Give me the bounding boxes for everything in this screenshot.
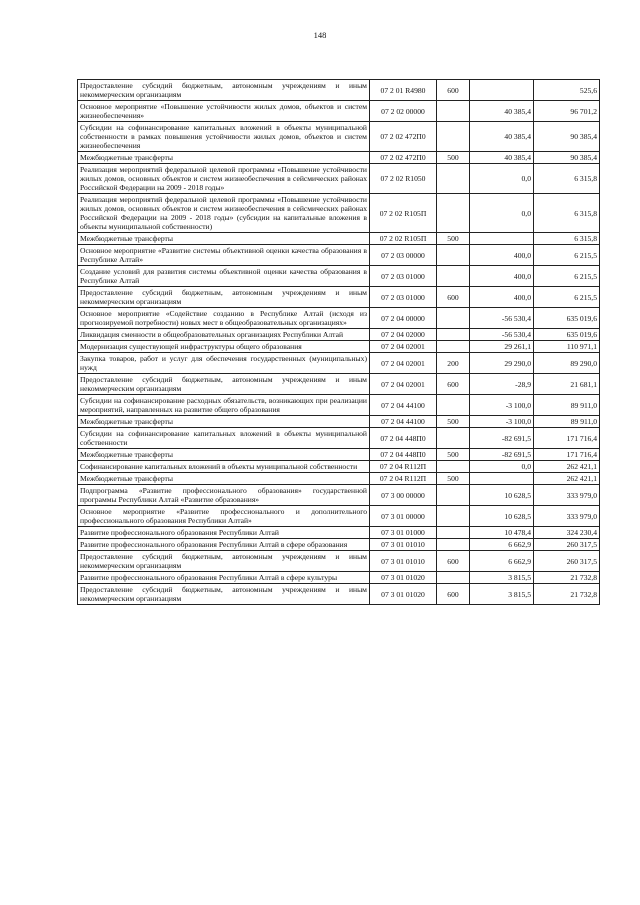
- table-row: [78, 266, 600, 287]
- table-row: [78, 506, 600, 527]
- row-code-cell: 07 3 01 00000: [370, 506, 437, 527]
- row-name-cell: Основное мероприятие «Содействие созданию в Республике Алтай (исходя из прогнозируемой потребности) новых мест в общеобразовательных организациях»: [78, 308, 370, 329]
- row-name-cell: Субсидии на софинансирование капитальных вложений в объекты муниципальной собственности в рамках повышения устойчивости жилых домов, объектов и систем жизнеобеспечения: [78, 122, 370, 152]
- row-amount-2-cell: 96 701,2: [534, 101, 600, 122]
- table-row: [78, 473, 600, 485]
- row-code-cell: 07 2 03 01000: [370, 287, 437, 308]
- row-amount-2-cell: 6 315,8: [534, 233, 600, 245]
- row-amount-2-cell: 333 979,0: [534, 485, 600, 506]
- row-name-cell: Софинансирование капитальных вложений в объекты муниципальной собственности: [78, 461, 370, 473]
- table-row: [78, 353, 600, 374]
- table-row: [78, 245, 600, 266]
- row-amount-2-cell: 89 911,0: [534, 395, 600, 416]
- page-number: 148: [313, 30, 327, 40]
- row-amount-1-cell: 0,0: [470, 194, 534, 233]
- row-amount-2-cell: 6 315,8: [534, 194, 600, 233]
- table-row: [78, 527, 600, 539]
- row-type-cell: 500: [437, 449, 470, 461]
- row-code-cell: 07 2 04 448П0: [370, 428, 437, 449]
- row-amount-1-cell: 40 385,4: [470, 101, 534, 122]
- row-type-cell: [437, 428, 470, 449]
- row-amount-1-cell: -56 530,4: [470, 308, 534, 329]
- row-amount-1-cell: [470, 473, 534, 485]
- row-name-cell: Субсидии на софинансирование расходных обязательств, возникающих при реализации мероприятий, направленных на развитие общего образования: [78, 395, 370, 416]
- table-row: [78, 329, 600, 341]
- table-row: [78, 374, 600, 395]
- row-amount-2-cell: 635 019,6: [534, 329, 600, 341]
- row-code-cell: 07 3 01 01020: [370, 572, 437, 584]
- row-type-cell: 600: [437, 374, 470, 395]
- row-code-cell: 07 2 04 02001: [370, 353, 437, 374]
- row-name-cell: Предоставление субсидий бюджетным, автономным учреждениям и иным некоммерческим организациям: [78, 287, 370, 308]
- row-name-cell: Предоставление субсидий бюджетным, автономным учреждениям и иным некоммерческим организациям: [78, 374, 370, 395]
- row-amount-1-cell: 29 290,0: [470, 353, 534, 374]
- row-type-cell: 500: [437, 473, 470, 485]
- row-name-cell: Модернизация существующей инфраструктуры общего образования: [78, 341, 370, 353]
- row-type-cell: [437, 572, 470, 584]
- table-row: [78, 308, 600, 329]
- row-amount-2-cell: 6 215,5: [534, 245, 600, 266]
- row-amount-1-cell: -82 691,5: [470, 449, 534, 461]
- row-amount-1-cell: 40 385,4: [470, 122, 534, 152]
- row-type-cell: [437, 194, 470, 233]
- row-type-cell: 500: [437, 233, 470, 245]
- table-row: [78, 122, 600, 152]
- row-amount-1-cell: 400,0: [470, 287, 534, 308]
- table-row: [78, 449, 600, 461]
- row-amount-1-cell: 3 815,5: [470, 572, 534, 584]
- row-code-cell: 07 2 04 02000: [370, 329, 437, 341]
- row-amount-2-cell: 89 911,0: [534, 416, 600, 428]
- row-amount-2-cell: 260 317,5: [534, 539, 600, 551]
- row-amount-1-cell: 29 261,1: [470, 341, 534, 353]
- table-row: [78, 233, 600, 245]
- row-code-cell: 07 2 04 02001: [370, 374, 437, 395]
- table-row: [78, 287, 600, 308]
- row-amount-1-cell: -82 691,5: [470, 428, 534, 449]
- row-amount-2-cell: 333 979,0: [534, 506, 600, 527]
- row-code-cell: 07 3 01 01000: [370, 527, 437, 539]
- row-type-cell: 600: [437, 584, 470, 605]
- row-type-cell: 500: [437, 416, 470, 428]
- budget-table: [77, 79, 600, 605]
- row-type-cell: [437, 395, 470, 416]
- budget-table-body: [78, 80, 600, 605]
- row-amount-1-cell: 10 628,5: [470, 506, 534, 527]
- row-code-cell: 07 2 02 00000: [370, 101, 437, 122]
- row-name-cell: Межбюджетные трансферты: [78, 449, 370, 461]
- row-code-cell: 07 3 01 01020: [370, 584, 437, 605]
- row-code-cell: 07 2 01 R4980: [370, 80, 437, 101]
- table-row: [78, 551, 600, 572]
- row-type-cell: [437, 122, 470, 152]
- row-amount-1-cell: 400,0: [470, 266, 534, 287]
- row-type-cell: 200: [437, 353, 470, 374]
- row-amount-2-cell: 90 385,4: [534, 152, 600, 164]
- row-type-cell: [437, 164, 470, 194]
- row-amount-2-cell: 525,6: [534, 80, 600, 101]
- row-amount-1-cell: -3 100,0: [470, 416, 534, 428]
- row-amount-2-cell: 21 732,8: [534, 572, 600, 584]
- table-row: [78, 101, 600, 122]
- row-amount-2-cell: 262 421,1: [534, 473, 600, 485]
- row-code-cell: 07 2 02 472П0: [370, 122, 437, 152]
- row-amount-2-cell: 6 315,8: [534, 164, 600, 194]
- row-name-cell: Закупка товаров, работ и услуг для обеспечения государственных (муниципальных) нужд: [78, 353, 370, 374]
- row-name-cell: Межбюджетные трансферты: [78, 473, 370, 485]
- row-amount-1-cell: 40 385,4: [470, 152, 534, 164]
- row-type-cell: [437, 101, 470, 122]
- row-name-cell: Межбюджетные трансферты: [78, 152, 370, 164]
- table-row: [78, 428, 600, 449]
- row-amount-2-cell: 635 019,6: [534, 308, 600, 329]
- row-code-cell: 07 2 04 44100: [370, 416, 437, 428]
- row-amount-1-cell: -56 530,4: [470, 329, 534, 341]
- row-name-cell: Реализация мероприятий федеральной целевой программы «Повышение устойчивости жилых домов, основных объектов и систем жизнеобеспечения в сейсмических районах Российской Федерации на 2009 - 2018 годы» (субсидии на капитальные вложения в объекты муниципальной собственности): [78, 194, 370, 233]
- table-row: [78, 485, 600, 506]
- row-amount-1-cell: -3 100,0: [470, 395, 534, 416]
- row-name-cell: Основное мероприятие «Развитие системы объективной оценки качества образования в Республике Алтай»: [78, 245, 370, 266]
- row-type-cell: [437, 329, 470, 341]
- row-amount-2-cell: 110 971,1: [534, 341, 600, 353]
- row-code-cell: 07 2 03 01000: [370, 266, 437, 287]
- row-amount-2-cell: 260 317,5: [534, 551, 600, 572]
- row-type-cell: [437, 485, 470, 506]
- row-amount-2-cell: 6 215,5: [534, 266, 600, 287]
- row-name-cell: Ликвидация сменности в общеобразовательных организациях Республики Алтай: [78, 329, 370, 341]
- table-row: [78, 80, 600, 101]
- row-amount-2-cell: 21 681,1: [534, 374, 600, 395]
- row-code-cell: 07 3 00 00000: [370, 485, 437, 506]
- row-name-cell: Основное мероприятие «Повышение устойчивости жилых домов, объектов и систем жизнеобеспечения»: [78, 101, 370, 122]
- row-code-cell: 07 3 01 01010: [370, 539, 437, 551]
- row-amount-2-cell: 324 230,4: [534, 527, 600, 539]
- row-name-cell: Предоставление субсидий бюджетным, автономным учреждениям и иным некоммерческим организациям: [78, 551, 370, 572]
- row-amount-1-cell: [470, 80, 534, 101]
- row-code-cell: 07 2 04 448П0: [370, 449, 437, 461]
- row-type-cell: [437, 461, 470, 473]
- row-code-cell: 07 2 04 44100: [370, 395, 437, 416]
- row-amount-2-cell: 90 385,4: [534, 122, 600, 152]
- row-type-cell: [437, 341, 470, 353]
- table-row: [78, 395, 600, 416]
- row-code-cell: 07 2 04 R112П: [370, 461, 437, 473]
- row-amount-1-cell: 6 662,9: [470, 539, 534, 551]
- row-type-cell: [437, 308, 470, 329]
- row-amount-1-cell: 400,0: [470, 245, 534, 266]
- row-type-cell: 600: [437, 287, 470, 308]
- row-type-cell: [437, 266, 470, 287]
- row-name-cell: Подпрограмма «Развитие профессионального образования» государственной программы Республики Алтай «Развитие образования»: [78, 485, 370, 506]
- table-row: [78, 572, 600, 584]
- table-row: [78, 539, 600, 551]
- table-row: [78, 164, 600, 194]
- table-row: [78, 416, 600, 428]
- row-amount-1-cell: 10 478,4: [470, 527, 534, 539]
- row-code-cell: 07 2 03 00000: [370, 245, 437, 266]
- row-code-cell: 07 2 04 00000: [370, 308, 437, 329]
- row-type-cell: [437, 527, 470, 539]
- table-row: [78, 584, 600, 605]
- row-amount-1-cell: [470, 233, 534, 245]
- row-name-cell: Межбюджетные трансферты: [78, 416, 370, 428]
- row-name-cell: Развитие профессионального образования Республики Алтай: [78, 527, 370, 539]
- row-amount-1-cell: 6 662,9: [470, 551, 534, 572]
- row-name-cell: Межбюджетные трансферты: [78, 233, 370, 245]
- table-row: [78, 194, 600, 233]
- row-code-cell: 07 2 02 R1050: [370, 164, 437, 194]
- row-type-cell: [437, 539, 470, 551]
- row-amount-1-cell: -28,9: [470, 374, 534, 395]
- row-type-cell: [437, 506, 470, 527]
- row-name-cell: Предоставление субсидий бюджетным, автономным учреждениям и иным некоммерческим организациям: [78, 584, 370, 605]
- row-code-cell: 07 3 01 01010: [370, 551, 437, 572]
- row-type-cell: 600: [437, 80, 470, 101]
- table-row: [78, 152, 600, 164]
- table-row: [78, 461, 600, 473]
- row-code-cell: 07 2 02 R105П: [370, 233, 437, 245]
- row-name-cell: Реализация мероприятий федеральной целевой программы «Повышение устойчивости жилых домов, основных объектов и систем жизнеобеспечения в сейсмических районах Российской Федерации на 2009 - 2018 годы»: [78, 164, 370, 194]
- row-amount-2-cell: 171 716,4: [534, 428, 600, 449]
- row-amount-1-cell: 0,0: [470, 164, 534, 194]
- row-amount-1-cell: 0,0: [470, 461, 534, 473]
- row-name-cell: Создание условий для развития системы объективной оценки качества образования в Республике Алтай: [78, 266, 370, 287]
- row-amount-2-cell: 6 215,5: [534, 287, 600, 308]
- row-amount-1-cell: 3 815,5: [470, 584, 534, 605]
- row-type-cell: 600: [437, 551, 470, 572]
- row-amount-1-cell: 10 628,5: [470, 485, 534, 506]
- row-code-cell: 07 2 04 R112П: [370, 473, 437, 485]
- row-name-cell: Предоставление субсидий бюджетным, автономным учреждениям и иным некоммерческим организациям: [78, 80, 370, 101]
- row-code-cell: 07 2 02 R105П: [370, 194, 437, 233]
- row-name-cell: Основное мероприятие «Развитие профессионального и дополнительного профессионального образования Республики Алтай»: [78, 506, 370, 527]
- row-amount-2-cell: 89 290,0: [534, 353, 600, 374]
- row-type-cell: [437, 245, 470, 266]
- row-amount-2-cell: 21 732,8: [534, 584, 600, 605]
- row-type-cell: 500: [437, 152, 470, 164]
- row-name-cell: Развитие профессионального образования Республики Алтай в сфере культуры: [78, 572, 370, 584]
- row-code-cell: 07 2 02 472П0: [370, 152, 437, 164]
- row-code-cell: 07 2 04 02001: [370, 341, 437, 353]
- row-name-cell: Развитие профессионального образования Республики Алтай в сфере образования: [78, 539, 370, 551]
- row-name-cell: Субсидии на софинансирование капитальных вложений в объекты муниципальной собственности: [78, 428, 370, 449]
- row-amount-2-cell: 171 716,4: [534, 449, 600, 461]
- row-amount-2-cell: 262 421,1: [534, 461, 600, 473]
- table-row: [78, 341, 600, 353]
